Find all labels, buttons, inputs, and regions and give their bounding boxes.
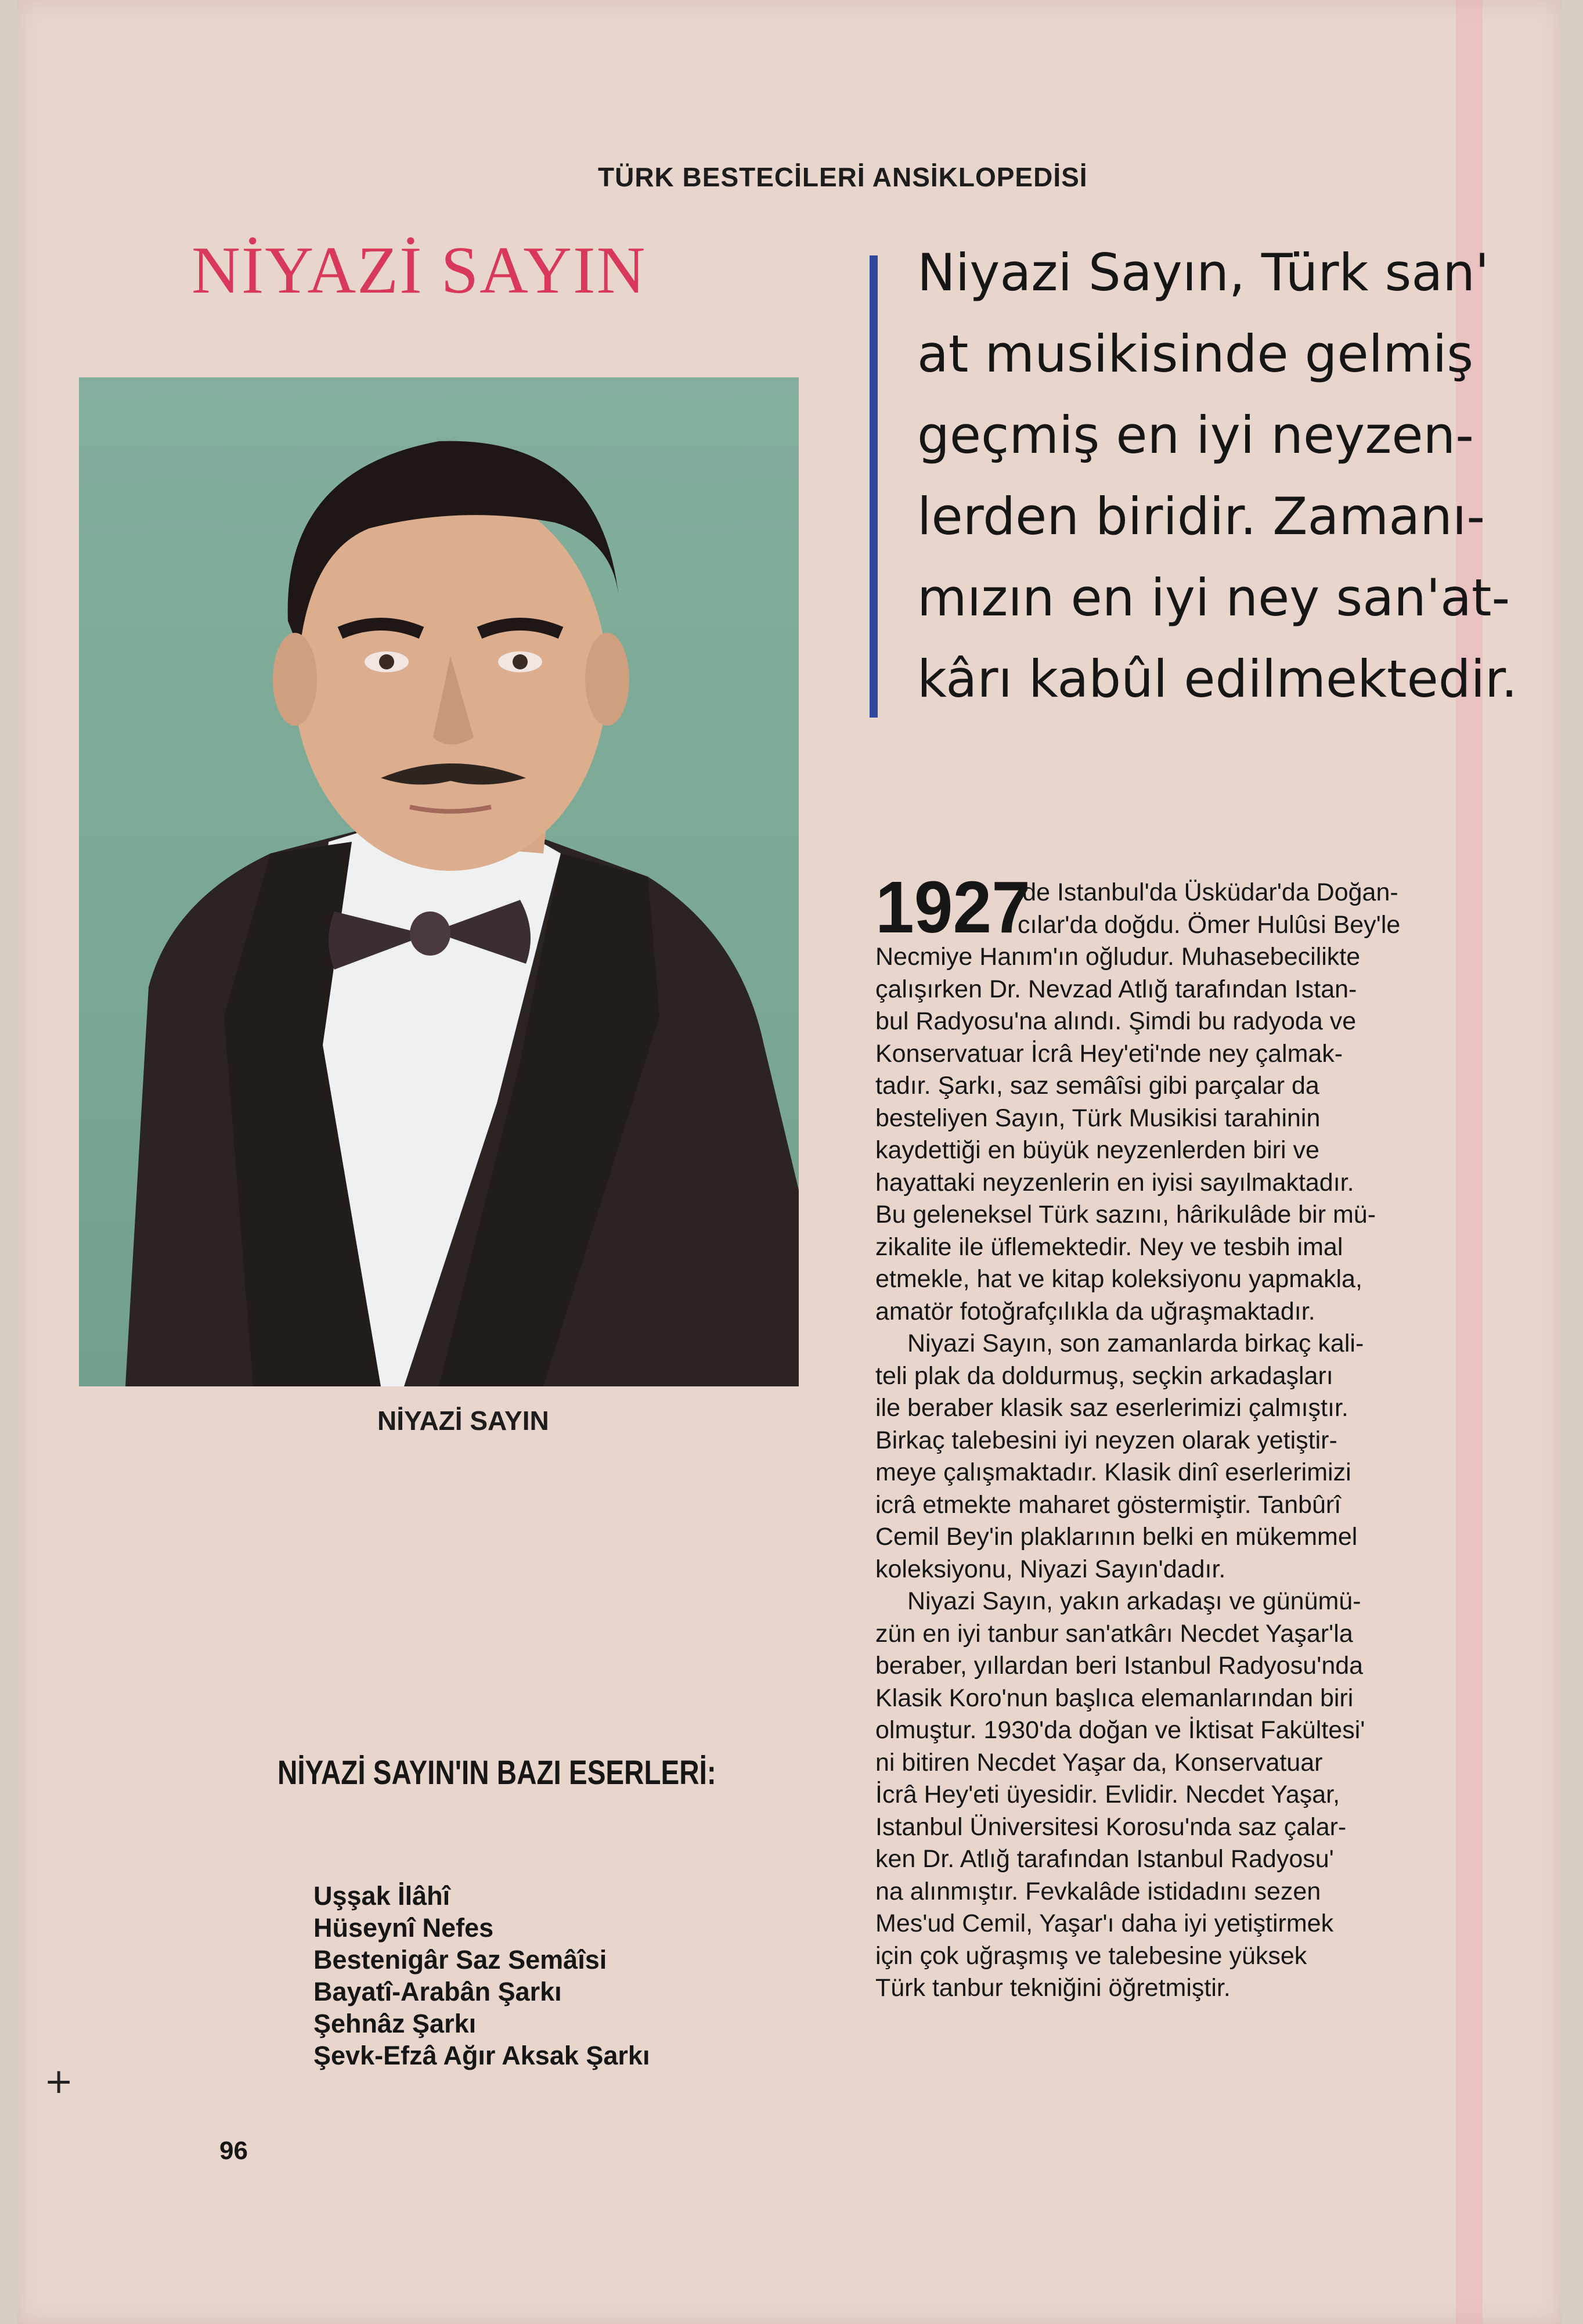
body-line: çalışırken Dr. Nevzad Atlığ tarafından Istan- — [875, 975, 1357, 1003]
body-line: cılar'da doğdu. Ömer Hulûsi Bey'le — [1018, 910, 1401, 939]
intro-line: Niyazi Sayın, Türk san' — [917, 243, 1490, 302]
body-line: tadır. Şarkı, saz semâîsi gibi parçalar da — [875, 1072, 1319, 1100]
work-item: Bayatî-Arabân Şarkı — [313, 1977, 562, 2006]
intro-paragraph — [917, 232, 1518, 720]
body-line: hayattaki neyzenlerin en iyisi sayılmaktadır. — [875, 1168, 1354, 1197]
body-line: bul Radyosu'na alındı. Şimdi bu radyoda ve — [875, 1007, 1357, 1035]
encyclopedia-header: TÜRK BESTECİLERİ ANSİKLOPEDİSİ — [598, 162, 1088, 192]
body-line: Istanbul Üniversitesi Korosu'nda saz çalar- — [875, 1813, 1347, 1841]
body-line: ile beraber klasik saz eserlerimizi çalmıştır. — [875, 1394, 1348, 1422]
body-line: amatör fotoğrafçılıkla da uğraşmaktadır. — [875, 1297, 1315, 1325]
work-item: Şehnâz Şarkı — [313, 2009, 477, 2038]
body-line: zün en iyi tanbur san'atkârı Necdet Yaşar'la — [875, 1619, 1353, 1648]
body-line: besteliyen Sayın, Türk Musikisi tarahinin — [875, 1104, 1321, 1132]
body-line: için çok uğraşmış ve talebesine yüksek — [875, 1941, 1307, 1970]
portrait-illustration — [79, 377, 799, 1386]
body-line: Niyazi Sayın, son zamanlarda birkaç kali- — [907, 1329, 1364, 1357]
body-line: beraber, yıllardan beri Istanbul Radyosu'nda — [875, 1652, 1364, 1680]
body-line: İcrâ Hey'eti üyesidir. Evlidir. Necdet Yaşar, — [875, 1781, 1340, 1808]
portrait-photo — [79, 377, 799, 1386]
body-line: Cemil Bey'in plaklarının belki en mükemmel — [875, 1523, 1358, 1551]
body-line: Bu geleneksel Türk sazını, hârikulâde bir mü- — [875, 1201, 1376, 1228]
magazine-page — [17, 0, 1562, 2324]
work-item: Şevk-Efzâ Ağır Aksak Şarkı — [313, 2041, 650, 2070]
intro-line: lerden biridir. Zamanı- — [917, 487, 1485, 546]
body-line: Necmiye Hanım'ın oğludur. Muhasebecilikte — [875, 943, 1361, 971]
body-line: ni bitiren Necdet Yaşar da, Konservatuar — [875, 1748, 1323, 1777]
registration-mark: + — [44, 2061, 74, 2102]
body-line: teli plak da doldurmuş, seçkin arkadaşları — [875, 1361, 1333, 1390]
page-number: 96 — [219, 2136, 248, 2165]
works-list — [313, 1880, 650, 2071]
body-line: zikalite ile üflemektedir. Ney ve tesbih imal — [875, 1233, 1343, 1261]
intro-line: kârı kabûl edilmektedir. — [917, 649, 1518, 709]
photo-caption: NİYAZİ SAYIN — [377, 1406, 549, 1436]
work-item: Uşşak İlâhî — [313, 1881, 450, 1911]
body-line: icrâ etmekte maharet göstermiştir. Tanbûrî — [875, 1490, 1342, 1519]
article-body — [875, 877, 1508, 2005]
intro-line: mızın en iyi ney san'at- — [917, 568, 1510, 628]
body-line: meye çalışmaktadır. Klasik dinî eserlerimizi — [875, 1458, 1351, 1486]
intro-line: at musikisinde gelmiş — [917, 324, 1474, 384]
article-name-title: NİYAZİ SAYIN — [192, 233, 647, 308]
body-line: kaydettiği en büyük neyzenlerden biri ve — [875, 1136, 1319, 1164]
body-line: na alınmıştır. Fevkalâde istidadını sezen — [875, 1877, 1321, 1905]
intro-accent-bar — [870, 255, 878, 718]
birth-year-drop: 1927 — [875, 866, 1030, 949]
body-line: olmuştur. 1930'da doğan ve İktisat Fakültesi' — [875, 1716, 1365, 1744]
body-line: Türk tanbur tekniğini öğretmiştir. — [875, 1974, 1231, 2002]
body-line: etmekle, hat ve kitap koleksiyonu yapmakla, — [875, 1265, 1362, 1293]
body-line: Mes'ud Cemil, Yaşar'ı daha iyi yetiştirmek — [875, 1909, 1334, 1937]
body-line: Konservatuar İcrâ Hey'eti'nde ney çalmak- — [875, 1039, 1343, 1068]
work-item: Bestenigâr Saz Semâîsi — [313, 1945, 607, 1975]
works-section-title: NİYAZİ SAYIN'IN BAZI ESERLERİ: — [277, 1754, 716, 1792]
body-line: ken Dr. Atlığ tarafından Istanbul Radyosu' — [875, 1845, 1334, 1873]
body-line: 'de Istanbul'da Üsküdar'da Doğan- — [1018, 878, 1398, 906]
intro-line: geçmiş en iyi neyzen- — [917, 405, 1474, 465]
body-line: Birkaç talebesini iyi neyzen olarak yetiştir- — [875, 1426, 1337, 1454]
work-item: Hüseynî Nefes — [313, 1913, 494, 1943]
body-line: Klasik Koro'nun başlıca elemanlarından biri — [875, 1684, 1354, 1712]
body-line: koleksiyonu, Niyazi Sayın'dadır. — [875, 1555, 1226, 1583]
body-line: Niyazi Sayın, yakın arkadaşı ve günümü- — [907, 1587, 1361, 1615]
